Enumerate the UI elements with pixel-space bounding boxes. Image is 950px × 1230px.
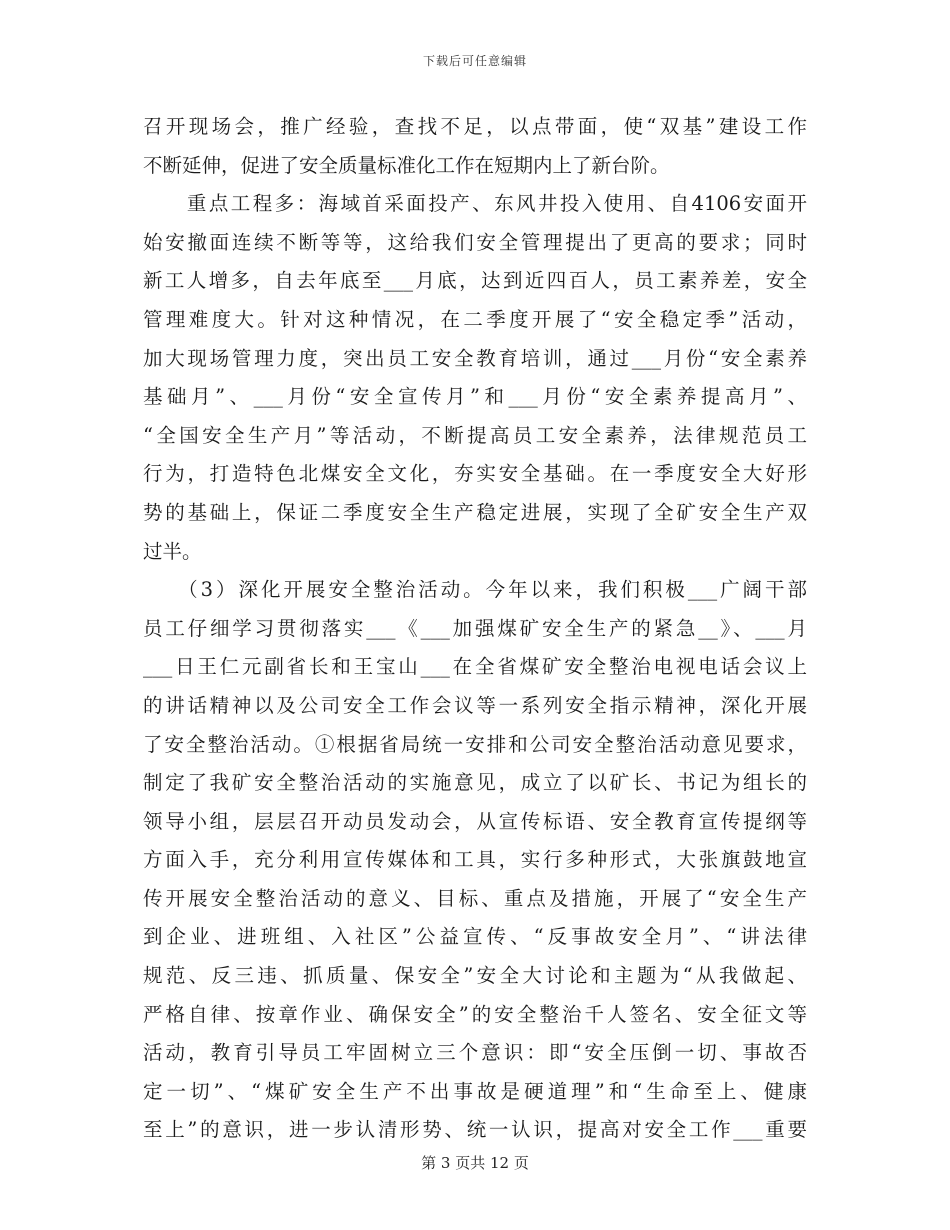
text-line: 至上”的意识，进一步认清形势、统一认识，提高对安全工作___重要 [143, 1118, 807, 1142]
text-line: 管理难度大。针对这种情况，在二季度开展了“安全稳定季”活动， [143, 307, 807, 331]
text-line: 势的基础上，保证二季度安全生产稳定进展，实现了全矿安全生产双 [143, 500, 807, 524]
text-line: 了安全整治活动。①根据省局统一安排和公司安全整治活动意见要求， [143, 732, 807, 756]
text-line: 基础月”、___月份“安全宣传月”和___月份“安全素养提高月”、 [143, 385, 807, 409]
text-line: 过半。 [143, 539, 202, 563]
text-line: 到企业、进班组、入社区”公益宣传、“反事故安全月”、“讲法律 [143, 925, 807, 949]
page-number: 第 3 页共 12 页 [421, 1154, 529, 1172]
text-line: 严格自律、按章作业、确保安全”的安全整治千人签名、安全征文等 [143, 1002, 807, 1026]
text-line: 活动，教育引导员工牢固树立三个意识：即“安全压倒一切、事故否 [143, 1041, 807, 1065]
text-line: 定一切”、“煤矿安全生产不出事故是硬道理”和“生命至上、健康 [143, 1079, 807, 1103]
text-line: 领导小组，层层召开动员发动会，从宣传标语、安全教育宣传提纲等 [143, 809, 807, 833]
text-line: 始安撤面连续不断等等，这给我们安全管理提出了更高的要求；同时 [143, 230, 807, 254]
text-line: 重点工程多：海域首采面投产、东风井投入使用、自4106安面开 [143, 192, 807, 216]
text-line: 方面入手，充分利用宣传媒体和工具，实行多种形式，大张旗鼓地宣 [143, 848, 807, 872]
text-line: 新工人增多，自去年底至___月底，达到近四百人，员工素养差，安全 [143, 269, 807, 293]
text-line: 的讲话精神以及公司安全工作会议等一系列安全指示精神，深化开展 [143, 693, 807, 717]
header-note: 下载后可任意编辑 [422, 54, 527, 68]
text-line: 制定了我矿安全整治活动的实施意见，成立了以矿长、书记为组长的 [143, 771, 807, 795]
text-line: 员工仔细学习贯彻落实___《___加强煤矿安全生产的紧急__》、___月 [143, 616, 807, 640]
text-line: 加大现场管理力度，突出员工安全教育培训，通过___月份“安全素养 [143, 346, 807, 370]
text-line: 不断延伸，促进了安全质量标准化工作在短期内上了新台阶。 [143, 153, 670, 177]
text-line: ___日王仁元副省长和王宝山___在全省煤矿安全整治电视电话会议上 [143, 655, 807, 679]
text-line: （3）深化开展安全整治活动。今年以来，我们积极___广阔干部 [143, 578, 807, 602]
document-body [143, 108, 807, 1150]
text-line: 规范、反三违、抓质量、保安全”安全大讨论和主题为“从我做起、 [143, 964, 807, 988]
text-line: 行为，打造特色北煤安全文化，夯实安全基础。在一季度安全大好形 [143, 462, 807, 486]
text-line: 传开展安全整治活动的意义、目标、重点及措施，开展了“安全生产 [143, 886, 807, 910]
text-line: “全国安全生产月”等活动，不断提高员工安全素养，法律规范员工 [143, 423, 807, 447]
text-line: 召开现场会，推广经验，查找不足，以点带面，使“双基”建设工作 [143, 115, 807, 138]
